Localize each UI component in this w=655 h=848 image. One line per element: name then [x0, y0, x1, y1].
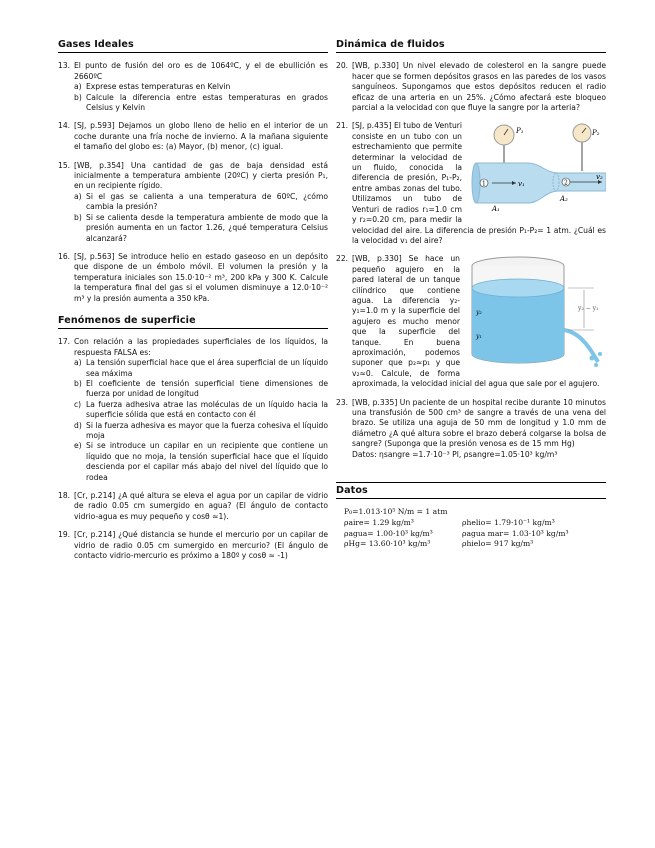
problem-13: 13. El punto de fusión del oro es de 1064ºC, y el de ebullición es 2660ºC a) Exprese estas temperaturas en Kelvin b) Calcule la diferencia entre estas temperaturas en grados Celsius y Kelvin	[58, 61, 328, 113]
problem-21: 21. 1 2 P₁ P₂ v₁ v₂ A₁ A₂ [SJ, p.435] El tubo de Venturi consiste en un tubo con un estrechamiento que permite determinar la velocidad de un fluido, conocida la diferencia de presión, P₁-P₂, entre ambas zonas del tubo. Utilizamos un tubo de Venturi de radios r₁=1.0 cm y r₂=0.20 cm, para medir la velocidad del aire. La diferencia de presión P₁-P₂= 1 atm. ¿Cuál es la velocidad v₁ del aire?	[336, 121, 606, 245]
water-tank-figure	[466, 254, 606, 370]
problem-16: 16. [SJ, p.563] Se introduce helio en estado gaseoso en un depósito que dispone de un émbolo móvil. El volumen la presión y la temperatura iniciales son 15.0·10⁻² m³, 200 kPa y 300 K. Calcule la temperatura final del gas si el volumen disminuye a 12.0·10⁻² m³ y la presión aumenta a 350 kPa.	[58, 251, 328, 303]
problem-18: 18. [Cr, p.214] ¿A qué altura se eleva el agua por un capilar de vidrio de radio 0.05 cm sumergido en agua? (El ángulo de contacto vidrio-agua es muy pequeño y cosθ ≈1).	[58, 491, 328, 521]
svg-text:y₂ − y₁: y₂ − y₁	[578, 305, 599, 313]
left-column	[58, 40, 328, 569]
svg-text:P₂: P₂	[592, 129, 600, 138]
svg-text:v₁: v₁	[518, 180, 525, 189]
datos-table: P₀=1.013·10⁵ N/m = 1 atm ρaire= 1.29 kg/m³ ρhelio= 1.79·10⁻¹ kg/m³ ρagua= 1.00·10³ kg/m³ ρagua mar= 1.03·10³ kg/m³ ρHg= 13.60·10³ kg/m³ ρhielo= 917 kg/m³	[344, 507, 569, 549]
svg-text:1: 1	[482, 180, 486, 188]
section-title-fluidos: Dinámica de fluidos	[336, 40, 606, 53]
svg-text:y₂: y₂	[476, 309, 482, 317]
problem-23-datos: Datos: ηsangre =1.7·10⁻³ Pl, ρsangre=1.05·10³ kg/m³	[352, 449, 558, 459]
problem-19: 19. [Cr, p.214] ¿Qué distancia se hunde el mercurio por un capilar de vidrio de radio 0.05 cm sumergido en mercurio? (El ángulo de contacto vidrio-mercurio es próximo a 180º y cosθ ≈ -1)	[58, 530, 328, 561]
problem-15: 15. [WB, p.354] Una cantidad de gas de baja densidad está inicialmente a temperatura ambiente (20ºC) y cierta presión P₁, en un recipiente rígido. a) Si el gas se calienta a una temperatura de 60ºC, ¿cómo cambia la presión? b) Si se calienta desde la temperatura ambiente de modo que la presión aumenta en un factor 1.26, ¿qué temperatura Celsius alcanzará?	[58, 160, 328, 243]
svg-text:A₂: A₂	[560, 195, 568, 204]
section-title-superficie: Fenómenos de superficie	[58, 316, 328, 329]
svg-text:y₁: y₁	[476, 333, 482, 341]
problem-20: 20. [WB, p.330] Un nivel elevado de colesterol en la sangre puede hacer que se formen depósitos grasos en las paredes de los vasos sanguíneos. Supongamos que estos depósitos reducen el radio eficaz de una arteria en un 25%. ¿Cómo afectará este bloqueo parcial a la velocidad con que fluye la sangre por la arteria?	[336, 61, 606, 113]
section-title-datos: Datos	[336, 482, 606, 499]
svg-text:A₁: A₁	[492, 205, 500, 214]
venturi-tube-figure	[468, 121, 606, 213]
problem-14: 14. [SJ, p.593] Dejamos un globo lleno de helio en el interior de un coche durante una fría noche de invierno. A la mañana siguiente el tamaño del globo es: (a) Mayor, (b) menor, (c) igual.	[58, 121, 328, 152]
section-title-gases: Gases Ideales	[58, 40, 328, 53]
right-column	[336, 40, 606, 550]
problem-17: 17. Con relación a las propiedades superficiales de los líquidos, la respuesta FALSA es: a) La tensión superficial hace que el área superficial de un líquido sea máxima b) El coeficiente de tensión superficial tiene dimensiones de fuerza por unidad de longitud c) La fuerza adhesiva atrae las moléculas de un líquido hacia la superficie sólida que está en contacto con él d) Si la fuerza adhesiva es mayor que la fuerza cohesiva el líquido moja e) Si se introduce un capilar en un recipiente que contiene un líquido que no moja, la tensión superficial hace que el líquido descienda por el capilar más abajo del nivel del líquido que lo rodea	[58, 337, 328, 482]
svg-text:P₁: P₁	[516, 127, 524, 136]
problem-23: 23. [WB, p.335] Un paciente de un hospital recibe durante 10 minutos una transfusión de 500 cm³ de sangre a través de una vena del brazo. Se utiliza una aguja de 50 mm de longitud y 1.0 mm de diámetro ¿A qué altura sobre el brazo deberá colgarse la bolsa de sangre? (Suponga que la presión venosa es de 15 mm Hg) Datos: ηsangre =1.7·10⁻³ Pl, ρsangre=1.05·10³ kg/m³	[336, 397, 606, 459]
problem-22: 22. y₂ − y₁ y₂ y₁ [WB, p.330] Se hace un pequeño agujero en la pared lateral de un tanque cilíndrico que contiene agua. La diferencia y₂-y₁=1.0 m y la superficie del agujero es mucho menor que la superficie del tanque. En buena aproximación, podemos suponer que p₂≈p₁ y que v₂≈0. Calcule, de forma aproximada, la velocidad inicial del agua que sale por el agujero.	[336, 254, 606, 389]
svg-text:2: 2	[564, 179, 568, 187]
svg-text:v₂: v₂	[596, 173, 603, 182]
